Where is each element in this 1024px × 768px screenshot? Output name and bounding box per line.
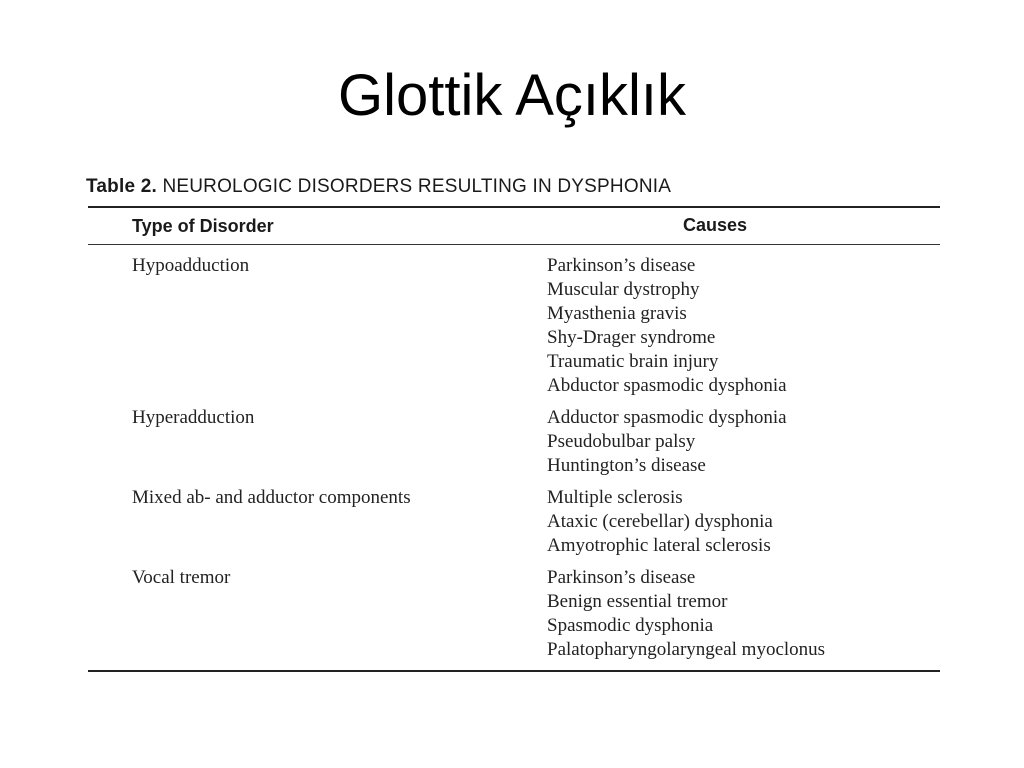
cause-item: Amyotrophic lateral sclerosis: [547, 535, 771, 556]
table-caption-label: Table 2.: [86, 176, 157, 197]
table-header-row: [86, 208, 942, 244]
cause-item: Spasmodic dysphonia: [547, 615, 714, 636]
cause-item: Adductor spasmodic dysphonia: [547, 407, 787, 428]
cause-item: Traumatic brain injury: [547, 351, 719, 372]
table-bottom-rule: [88, 670, 940, 672]
causes-list: [547, 406, 942, 478]
cause-item: Huntington’s disease: [547, 455, 706, 476]
table-caption: [86, 174, 942, 200]
slide-title: Glottik Açıklık: [337, 63, 687, 128]
table-caption-text: NEUROLOGIC DISORDERS RESULTING IN DYSPHONIA: [162, 176, 672, 197]
disorder-type: Vocal tremor: [132, 567, 231, 588]
cause-item: Muscular dystrophy: [547, 279, 700, 300]
disorder-type: Hypoadduction: [132, 255, 250, 276]
causes-list: [547, 566, 942, 662]
table-row: [86, 566, 942, 662]
table-body: [86, 245, 942, 662]
causes-list: [547, 486, 942, 558]
table-row: [86, 406, 942, 478]
disorder-type: Hyperadduction: [132, 407, 255, 428]
cause-item: Parkinson’s disease: [547, 567, 696, 588]
cause-item: Abductor spasmodic dysphonia: [547, 375, 787, 396]
cause-item: Ataxic (cerebellar) dysphonia: [547, 511, 773, 532]
cause-item: Multiple sclerosis: [547, 487, 683, 508]
cause-item: Parkinson’s disease: [547, 255, 696, 276]
header-causes: Causes: [683, 215, 748, 235]
cause-item: Shy-Drager syndrome: [547, 327, 716, 348]
cause-item: Pseudobulbar palsy: [547, 431, 696, 452]
cause-item: Myasthenia gravis: [547, 303, 687, 324]
causes-list: [547, 254, 942, 398]
table-row: [86, 486, 942, 558]
cause-item: Benign essential tremor: [547, 591, 728, 612]
disorder-type: Mixed ab- and adductor components: [132, 487, 411, 508]
disorders-table: [86, 174, 942, 672]
cause-item: Palatopharyngolaryngeal myoclonus: [547, 639, 826, 660]
header-type-of-disorder: Type of Disorder: [132, 216, 274, 236]
table-row: [86, 254, 942, 398]
